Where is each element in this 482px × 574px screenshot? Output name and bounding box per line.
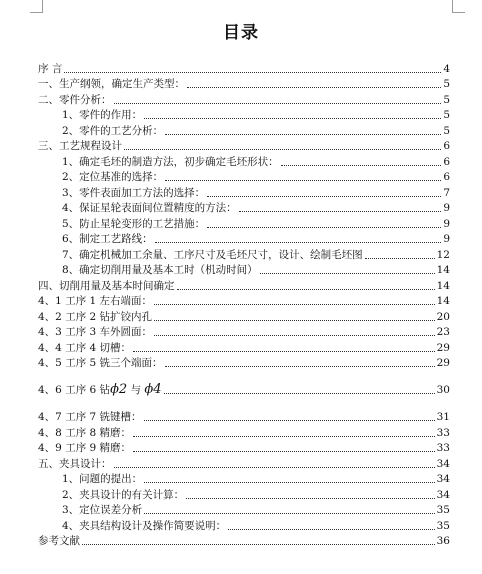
margin-mark-top-right [452, 0, 465, 13]
toc-entry-page: 35 [436, 504, 450, 516]
toc-entry[interactable] [38, 471, 450, 487]
toc-entry-page: 36 [436, 535, 450, 547]
dot-leader [165, 134, 441, 135]
toc-entry-page: 9 [443, 217, 450, 230]
toc-entry-page: 7 [443, 186, 450, 199]
dot-leader [177, 289, 435, 290]
toc-entry[interactable] [38, 455, 450, 471]
toc-entry[interactable] [38, 533, 450, 549]
toc-entry[interactable] [38, 355, 450, 371]
dot-leader [64, 72, 441, 73]
toc-entry[interactable] [38, 440, 450, 456]
toc-entry[interactable] [38, 138, 450, 154]
dot-leader [155, 242, 442, 243]
toc-entry[interactable] [38, 370, 450, 397]
page-title: 目录 [223, 23, 259, 43]
toc-entry[interactable] [38, 517, 450, 533]
toc-entry[interactable] [38, 184, 450, 200]
dot-leader [207, 196, 441, 197]
toc-entry-label: 3、定位误差分析 [62, 504, 143, 516]
toc-entry-label: 7、确定机械加工余量、工序尺寸及毛坯尺寸，设计、绘制毛坯图 [62, 248, 363, 261]
toc-entry-label: 4、9 工序 9 精磨： [38, 442, 132, 454]
dot-leader [133, 451, 435, 452]
diameter-symbol-text: ϕ2 [110, 383, 128, 397]
toc-entry-label: 4、保证星轮表面间位置精度的方法： [62, 202, 237, 214]
margin-mark-top-left [30, 0, 43, 13]
toc-entry-page: 34 [436, 488, 450, 501]
toc-entry-page: 4 [443, 62, 450, 75]
toc-entry-label: 四、切削用量及基本时间确定 [38, 279, 175, 292]
dot-leader [365, 258, 435, 259]
toc-entry-label: 4、3 工序 3 车外圆面： [38, 326, 153, 338]
toc-entry[interactable] [38, 169, 450, 185]
toc-entry[interactable] [38, 153, 450, 169]
toc-entry-label: 5、防止星轮变形的工艺措施： [62, 217, 206, 230]
dot-leader [165, 180, 441, 181]
toc-entry-page: 9 [443, 202, 450, 214]
toc-entry-page: 6 [443, 140, 450, 152]
toc-entry-label: 1、问题的提出： [62, 473, 143, 485]
toc-entry-label: 4、7 工序 7 铣键槽： [38, 411, 142, 423]
dot-leader [144, 482, 434, 483]
toc-entry-label: 2、定位基准的选择： [62, 171, 164, 183]
toc-entry-label: 三、工艺规程设计 [38, 140, 122, 152]
dot-leader [207, 227, 441, 228]
toc-entry-label: 序 言 [38, 62, 63, 75]
dot-leader [154, 304, 435, 305]
toc-entry-page: 33 [436, 426, 450, 439]
dot-leader [154, 335, 435, 336]
toc-entry-page: 14 [436, 279, 450, 292]
toc-entry-page: 14 [436, 295, 450, 307]
dot-leader [114, 103, 442, 104]
toc-entry[interactable] [38, 122, 450, 138]
diameter-symbol-text: ϕ4 [144, 383, 162, 397]
toc-entry-label: 4、4 工序 4 切槽： [38, 341, 132, 354]
toc-entry-page: 20 [436, 310, 450, 323]
toc-entry[interactable] [38, 246, 450, 262]
toc-entry[interactable] [38, 397, 450, 424]
toc-entry-label: 一、生产纲领，确定生产类型： [38, 78, 185, 90]
toc-entry[interactable] [38, 76, 450, 92]
dot-leader [154, 320, 435, 321]
dot-leader [187, 87, 441, 88]
table-of-contents [38, 60, 450, 548]
toc-entry[interactable] [38, 215, 450, 231]
toc-entry[interactable] [38, 107, 450, 123]
dot-leader [260, 273, 435, 274]
toc-entry-page: 29 [436, 357, 450, 369]
toc-entry[interactable] [38, 339, 450, 355]
toc-entry-page: 5 [443, 93, 450, 106]
dot-leader [239, 211, 442, 212]
toc-entry-page: 12 [436, 248, 450, 261]
dot-leader [281, 165, 442, 166]
toc-entry-label: 6、制定工艺路线： [62, 233, 153, 245]
toc-entry-page: 31 [436, 411, 450, 423]
dot-leader [144, 513, 434, 514]
toc-entry-label: 8、确定切削用量及基本工时（机动时间） [62, 264, 258, 276]
toc-entry-label: 4、8 工序 8 精磨： [38, 426, 132, 439]
toc-entry[interactable] [38, 308, 450, 324]
dot-leader [186, 498, 434, 499]
toc-entry-label: 参考文献 [38, 535, 80, 547]
toc-entry-page: 30 [436, 384, 450, 396]
toc-entry[interactable] [38, 424, 450, 440]
toc-entry-page: 5 [443, 78, 450, 90]
toc-entry-label: 1、零件的作用： [62, 109, 143, 121]
toc-entry-page: 6 [443, 171, 450, 183]
dot-leader [82, 544, 435, 545]
toc-entry-page: 34 [436, 473, 450, 485]
toc-entry[interactable] [38, 262, 450, 278]
toc-entry[interactable] [38, 502, 450, 518]
toc-entry[interactable] [38, 293, 450, 309]
dot-leader [165, 366, 435, 367]
toc-entry-page: 33 [436, 442, 450, 454]
toc-entry-label: 二、零件分析： [38, 93, 112, 106]
toc-entry-page: 34 [436, 457, 450, 470]
toc-entry-label: 1、确定毛坯的制造方法，初步确定毛坯形状： [62, 155, 279, 168]
toc-entry-label: 4、5 工序 5 铣三个端面： [38, 357, 163, 369]
toc-entry-text-mid: 与 [127, 384, 145, 396]
toc-entry-label: 4、1 工序 1 左右端面： [38, 295, 153, 307]
toc-entry[interactable] [38, 277, 450, 293]
toc-entry[interactable] [38, 486, 450, 502]
toc-entry-label: 五、夹具设计： [38, 457, 112, 470]
toc-entry-label: 2、零件的工艺分析： [62, 124, 164, 137]
toc-entry-page: 29 [436, 341, 450, 354]
dot-leader [114, 467, 435, 468]
toc-entry-page: 6 [443, 155, 450, 168]
toc-entry[interactable] [38, 91, 450, 107]
toc-entry-page: 23 [436, 326, 450, 338]
toc-entry-text: 4、6 工序 6 钻 [38, 384, 111, 396]
toc-entry-page: 35 [436, 519, 450, 532]
dot-leader [144, 420, 435, 421]
toc-entry-label: 3、零件表面加工方法的选择： [62, 186, 206, 199]
toc-entry-label [38, 383, 162, 397]
dot-leader [133, 436, 435, 437]
toc-entry-label: 4、夹具结构设计及操作简要说明： [62, 519, 227, 532]
dot-leader [144, 118, 441, 119]
dot-leader [228, 529, 434, 530]
toc-entry-label: 2、夹具设计的有关计算： [62, 488, 185, 501]
toc-entry-page: 5 [443, 109, 450, 121]
toc-entry[interactable] [38, 60, 450, 76]
dot-leader [133, 351, 435, 352]
toc-entry-page: 5 [443, 124, 450, 137]
toc-entry-label: 4、2 工序 2 钻扩铰内孔 [38, 310, 153, 323]
toc-entry[interactable] [38, 324, 450, 340]
toc-entry[interactable] [38, 200, 450, 216]
dot-leader [164, 393, 435, 394]
toc-entry-page: 14 [436, 264, 450, 276]
toc-entry[interactable] [38, 231, 450, 247]
toc-entry-page: 9 [443, 233, 450, 245]
dot-leader [124, 149, 441, 150]
